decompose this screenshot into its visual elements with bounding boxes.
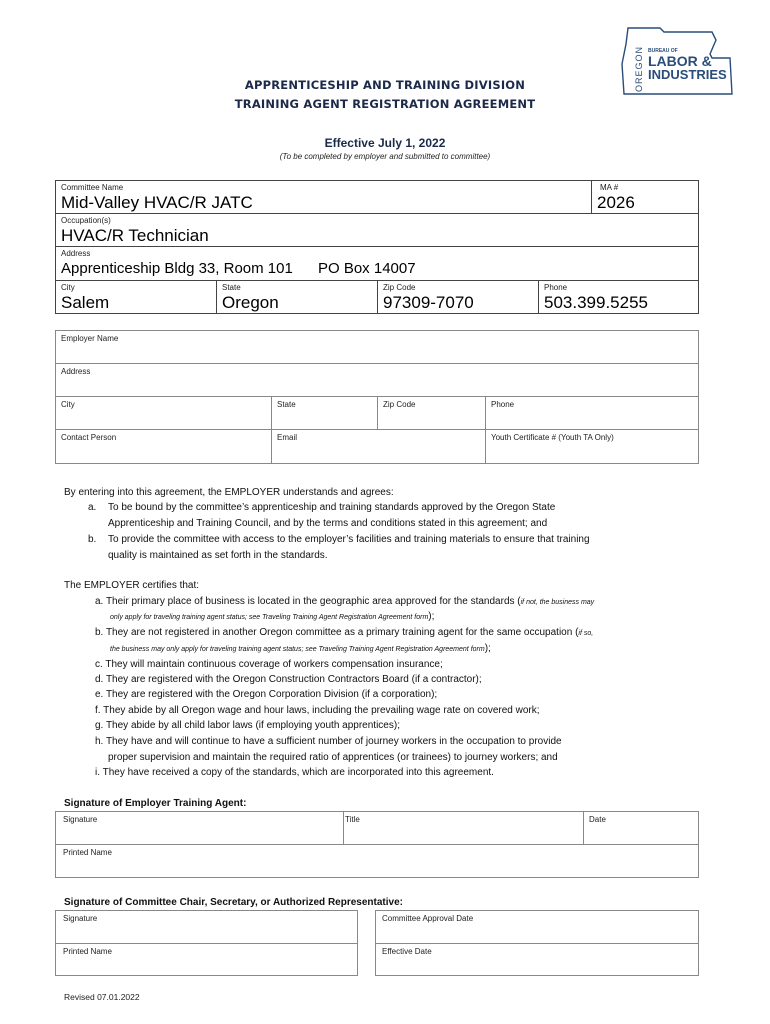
committee-state-label: State — [222, 283, 241, 292]
contact-person-label: Contact Person — [61, 433, 117, 442]
logo-industries-text: INDUSTRIES — [648, 67, 727, 82]
employer-city-field[interactable] — [56, 397, 272, 430]
certify-item-a: a. Their primary place of business is located in the geographic area approved for the standards (if not, the business may — [95, 596, 595, 607]
occupation-value: HVAC/R Technician — [61, 226, 209, 245]
committee-signature-box — [55, 910, 358, 976]
committee-address-line1: Apprenticeship Bldg 33, Room 101 — [61, 260, 293, 277]
logo-bureau-text: BUREAU OF — [648, 48, 678, 54]
employer-printed-name-label: Printed Name — [63, 848, 112, 857]
certify-item-i: i. They have received a copy of the standards, which are incorporated into this agreement. — [95, 767, 494, 778]
logo-labor-text: LABOR & — [648, 53, 712, 69]
committee-approval-date-label: Committee Approval Date — [382, 914, 474, 923]
committee-phone-label: Phone — [544, 283, 568, 292]
employer-printed-name-field[interactable] — [56, 845, 698, 877]
ma-number-label: MA # — [600, 183, 619, 192]
employer-address-label: Address — [61, 367, 91, 376]
committee-name-field[interactable] — [56, 181, 592, 214]
contact-person-field[interactable] — [56, 430, 272, 463]
employer-name-label: Employer Name — [61, 334, 119, 343]
committee-zip-field[interactable] — [378, 280, 539, 313]
employer-phone-field[interactable] — [486, 397, 698, 430]
employer-title-field[interactable] — [344, 812, 584, 845]
ma-number-value: 2026 — [597, 193, 635, 212]
employer-signature-box — [55, 811, 699, 878]
employer-state-label: State — [277, 400, 296, 409]
committee-city-label: City — [61, 283, 75, 292]
employer-signature-label: Signature — [63, 815, 98, 824]
committee-name-label: Committee Name — [61, 183, 124, 192]
committee-printed-name-label: Printed Name — [63, 947, 112, 956]
committee-printed-name-field[interactable] — [56, 944, 357, 975]
youth-certificate-label: Youth Certificate # (Youth TA Only) — [491, 433, 614, 442]
certify-item-f: f. They abide by all Oregon wage and hour laws, including the prevailing wage rate on covered work; — [95, 705, 540, 716]
certify-item-d: d. They are registered with the Oregon Construction Contractors Board (if a contractor); — [95, 674, 482, 685]
ma-number-field[interactable] — [592, 181, 698, 214]
certifies-intro: The EMPLOYER certifies that: — [64, 580, 200, 591]
revised-date: Revised 07.01.2022 — [64, 992, 140, 1002]
agreement-b-line2: quality is maintained as set forth in the standards. — [108, 550, 328, 561]
employer-signature-field[interactable] — [56, 812, 344, 845]
certify-item-g: g. They abide by all child labor laws (if employing youth apprentices); — [95, 720, 400, 731]
certify-item-a-note: only apply for traveling training agent status; see Traveling Training Agent Registration Agreement form); — [110, 611, 435, 622]
agreement-intro: By entering into this agreement, the EMPLOYER understands and agrees: — [64, 487, 394, 498]
committee-phone-value: 503.399.5255 — [544, 293, 648, 312]
agreement-b-marker: b. — [88, 534, 97, 545]
committee-signature-label: Signature — [63, 914, 98, 923]
certify-item-b-note: the business may only apply for traveling training agent status; see Traveling Training Agent Registration Agreement form); — [110, 643, 491, 654]
employer-signature-heading: Signature of Employer Training Agent: — [64, 798, 247, 809]
title-line-2: TRAINING AGENT REGISTRATION AGREEMENT — [234, 97, 536, 111]
employer-zip-label: Zip Code — [383, 400, 416, 409]
committee-address-line2: PO Box 14007 — [318, 260, 416, 277]
certify-item-e: e. They are registered with the Oregon Corporation Division (if a corporation); — [95, 689, 438, 700]
title-line-1: APPRENTICESHIP AND TRAINING DIVISION — [244, 78, 526, 92]
agreement-a-marker: a. — [88, 502, 97, 513]
instruction-text: (To be completed by employer and submitted to committee) — [279, 152, 491, 161]
committee-signature-heading: Signature of Committee Chair, Secretary, or Authorized Representative: — [64, 897, 403, 908]
committee-dates-box — [375, 910, 699, 976]
committee-zip-value: 97309-7070 — [383, 293, 474, 312]
occupation-field[interactable] — [56, 214, 698, 247]
effective-date-label: Effective Date — [382, 947, 432, 956]
employer-city-label: City — [61, 400, 75, 409]
certify-item-h: h. They have and will continue to have a sufficient number of journey workers in the occupation to provide — [95, 736, 562, 747]
employer-phone-label: Phone — [491, 400, 515, 409]
employer-title-label: Title — [345, 815, 360, 824]
agreement-a-line2: Apprenticeship and Training Council, and by the terms and conditions stated in this agreement; and — [108, 518, 548, 529]
committee-state-value: Oregon — [222, 293, 279, 312]
committee-city-value: Salem — [61, 293, 110, 312]
email-label: Email — [277, 433, 298, 442]
logo-oregon-text: OREGON — [634, 45, 645, 93]
committee-signature-field[interactable] — [56, 911, 357, 944]
employer-date-field[interactable] — [584, 812, 698, 845]
occupation-label: Occupation(s) — [61, 216, 111, 225]
youth-certificate-field[interactable] — [486, 430, 698, 463]
committee-zip-label: Zip Code — [383, 283, 416, 292]
committee-approval-date-field[interactable] — [376, 911, 698, 944]
committee-phone-field[interactable] — [539, 280, 698, 313]
committee-address-label: Address — [61, 249, 91, 258]
effective-date-field[interactable] — [376, 944, 698, 975]
committee-city-field[interactable] — [56, 280, 217, 313]
certify-item-c: c. They will maintain continuous coverage of workers compensation insurance; — [95, 659, 443, 670]
agreement-a-line1: To be bound by the committee’s apprenticeship and training standards approved by the Oregon State — [108, 502, 556, 513]
employer-state-field[interactable] — [272, 397, 378, 430]
agreement-b-line1: To provide the committee with access to the employer’s facilities and training materials to ensure that training — [108, 534, 590, 545]
committee-name-value: Mid-Valley HVAC/R JATC — [61, 193, 253, 212]
employer-date-label: Date — [589, 815, 606, 824]
committee-address-field[interactable] — [56, 247, 698, 280]
employer-address-field[interactable] — [56, 364, 698, 397]
email-field[interactable] — [272, 430, 486, 463]
certify-item-h-cont: proper supervision and maintain the required ratio of apprentices (or trainees) to journey workers; and — [108, 752, 558, 763]
employer-info-box — [55, 330, 699, 464]
employer-zip-field[interactable] — [378, 397, 486, 430]
effective-date-heading: Effective July 1, 2022 — [324, 136, 446, 150]
committee-state-field[interactable] — [217, 280, 378, 313]
certify-item-b: b. They are not registered in another Oregon committee as a primary training agent for the same occupation (if so, — [95, 627, 594, 638]
committee-info-box — [55, 180, 699, 314]
employer-name-field[interactable] — [56, 331, 698, 364]
